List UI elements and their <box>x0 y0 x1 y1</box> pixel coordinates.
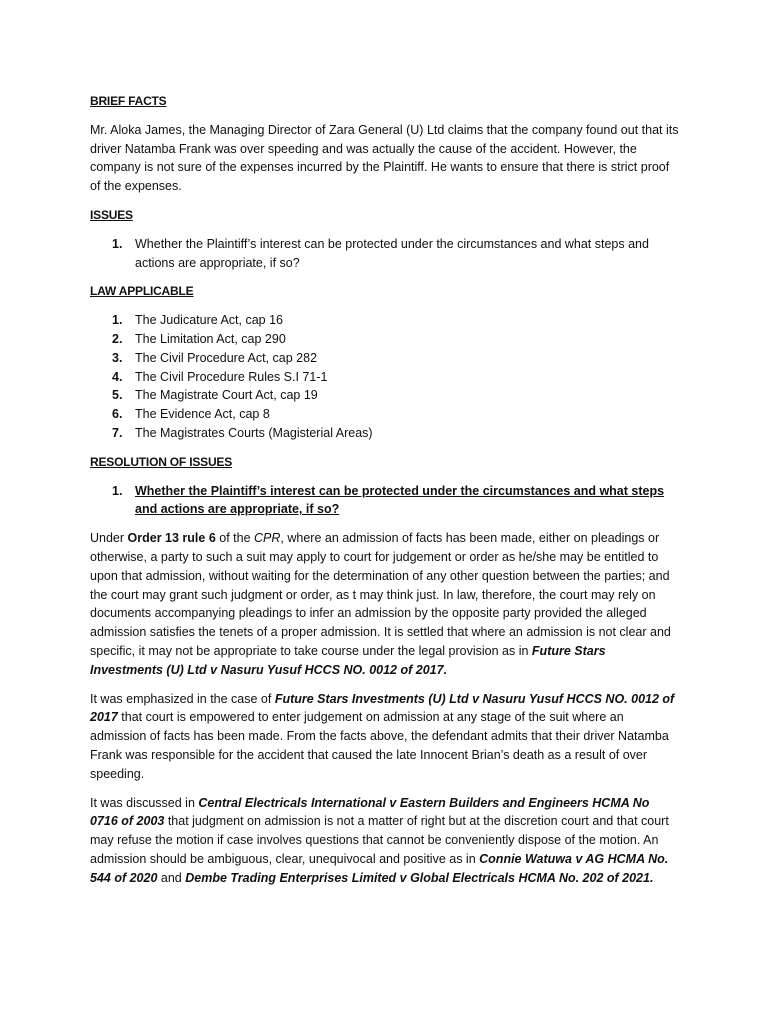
resolution-heading: RESOLUTION OF ISSUES <box>90 454 233 469</box>
case-citation: Future Stars Investments (U) Ltd v Nasuru Yusuf HCCS NO. 0012 of 2017. <box>90 643 606 677</box>
issue-item <box>90 235 680 273</box>
law-text: The Magistrate Court Act, cap 19 <box>135 388 318 403</box>
text-run: that court is empowered to enter judgement on admission at any stage of the suit where an admission of facts has been made. From the facts above, the defendant admits that their driver Natamba Frank was responsible for the accident that caused the late Innocent Brian’s death as a result of over speeding. <box>90 710 669 781</box>
resolution-paragraph-2 <box>90 690 680 784</box>
list-item <box>90 330 680 349</box>
list-number: 1. <box>112 483 123 498</box>
list-number: 2. <box>112 331 123 346</box>
document-page <box>90 92 680 897</box>
law-text: The Judicature Act, cap 16 <box>135 313 284 328</box>
text-run: and <box>157 870 186 885</box>
list-number: 1. <box>112 236 123 251</box>
law-text: The Civil Procedure Rules S.I 71-1 <box>135 369 328 384</box>
text-run: Under <box>90 531 128 546</box>
case-citation: Dembe Trading Enterprises Limited v Global Electricals HCMA No. 202 of 2021. <box>185 870 654 885</box>
list-item <box>90 386 680 405</box>
list-number: 3. <box>112 350 123 365</box>
issues-heading: ISSUES <box>90 207 133 222</box>
text-run: It was emphasized in the case of <box>90 691 275 706</box>
case-citation: Connie Watuwa v AG HCMA No. 544 of 2020 <box>90 851 669 885</box>
law-text: The Evidence Act, cap 8 <box>135 407 270 422</box>
statute-reference: Order 13 rule 6 <box>127 531 216 546</box>
list-number: 4. <box>112 369 123 384</box>
list-item <box>90 368 680 387</box>
list-item <box>90 311 680 330</box>
brief-facts-paragraph: Mr. Aloka James, the Managing Director of Zara General (U) Ltd claims that the company found out that its driver Natamba Frank was over speeding and was actually the cause of the accident. However, the company is not sure of the expenses incurred by the Plaintiff. He wants to ensure that there is strict proof of the expenses. <box>90 122 679 194</box>
issue-text: Whether the Plaintiff’s interest can be protected under the circumstances and what steps and actions are appropriate, if so? <box>135 236 649 270</box>
resolution-paragraph-1 <box>90 529 680 679</box>
resolution-issue-list <box>90 482 680 520</box>
text-run: of the <box>215 531 255 546</box>
case-citation: Central Electricals International v Eastern Builders and Engineers HCMA No 0716 of 2003 <box>90 795 650 829</box>
text-run: It was discussed in <box>90 795 199 810</box>
brief-facts-heading: BRIEF FACTS <box>90 94 167 108</box>
resolution-issue-item <box>90 482 680 520</box>
case-citation: Future Stars Investments (U) Ltd v Nasuru Yusuf HCCS NO. 0012 of 2017 <box>90 691 675 725</box>
list-item <box>90 405 680 424</box>
law-text: The Civil Procedure Act, cap 282 <box>135 350 318 365</box>
law-applicable-list <box>90 311 680 443</box>
list-number: 1. <box>112 313 123 328</box>
text-run: , where an admission of facts has been made, either on pleadings or otherwise, a party to such a suit may apply to court for judgement or order as he/she may be entitled to upon that admission, without waiting for the determination of any other question between the parties; and the court may grant such judgment or order, as t may think just. In law, therefore, the court may rely on documents accompanying pleadings to infer an admission by the opposite party provided the alleged admission satisfies the tenets of a proper admission. It is settled that where an admission is not clear and specific, it may not be appropriate to take course under the legal provision as in <box>90 531 671 658</box>
issues-list <box>90 235 680 273</box>
law-text: The Limitation Act, cap 290 <box>135 331 286 346</box>
text-run: that judgment on admission is not a matter of right but at the discretion court and that court may refuse the motion if case involves questions that cannot be conveniently dispose of the motion. An admission should be ambiguous, clear, unequivocal and positive as in <box>90 814 669 866</box>
resolution-paragraph-3 <box>90 794 680 888</box>
list-item <box>90 349 680 368</box>
list-number: 6. <box>112 407 123 422</box>
law-applicable-heading: LAW APPLICABLE <box>90 284 194 299</box>
list-item <box>90 424 680 443</box>
cpr-abbreviation: CPR <box>254 531 281 546</box>
law-text: The Magistrates Courts (Magisterial Areas) <box>135 425 373 440</box>
list-number: 5. <box>112 388 123 403</box>
resolution-issue-text: Whether the Plaintiff’s interest can be protected under the circumstances and what steps and actions are appropriate, if so? <box>135 483 665 517</box>
list-number: 7. <box>112 425 123 440</box>
